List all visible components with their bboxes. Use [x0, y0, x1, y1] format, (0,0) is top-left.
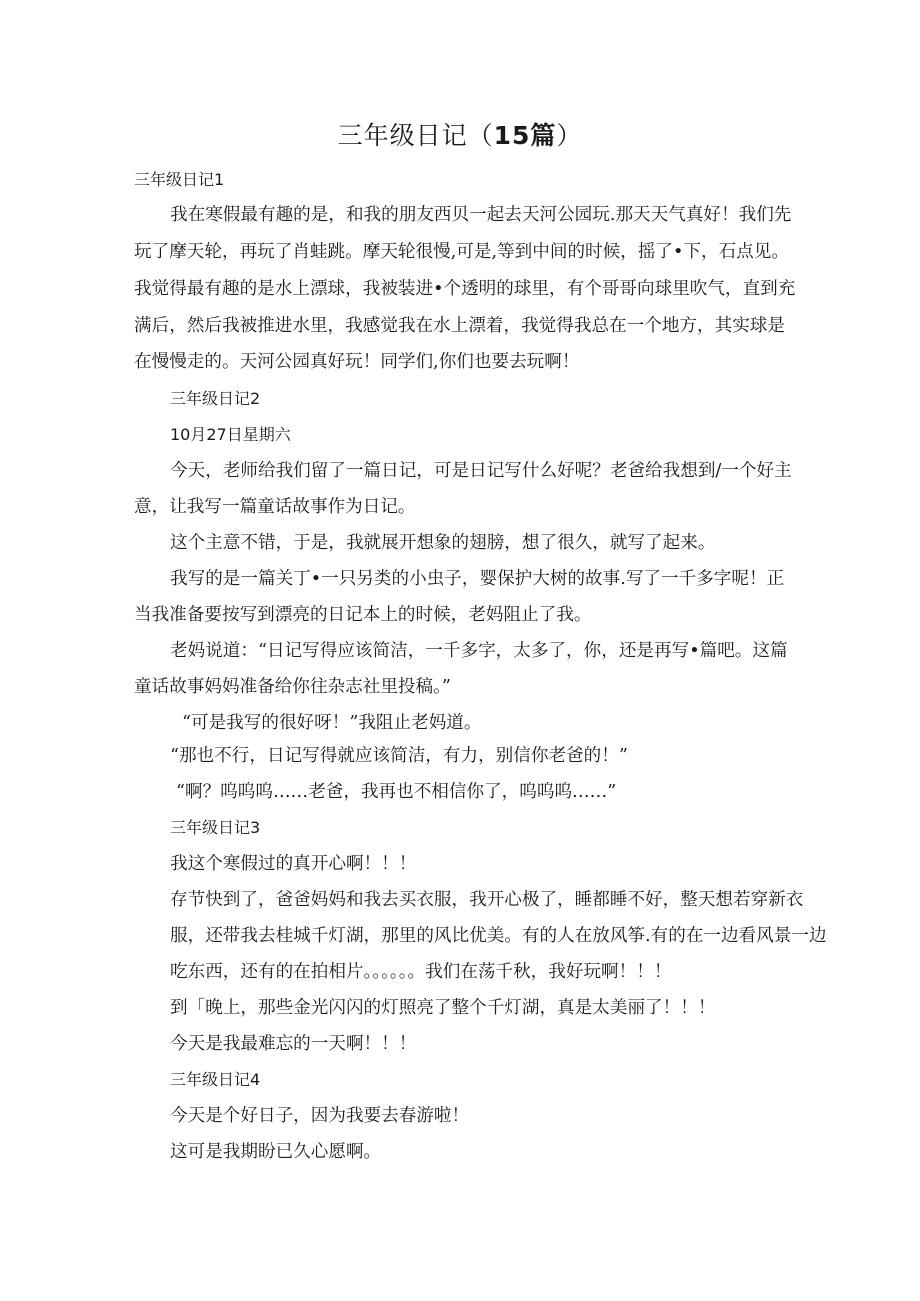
- section-heading-1: 三年级日记1: [134, 170, 225, 189]
- paragraph-line: 我写的是一篇关丁•一只另类的小虫子，婴保护大树的故事.写了一千多字呢！正: [170, 569, 785, 589]
- paragraph-line: 当我准备要按写到漂亮的日记本上的时候，老妈阻止了我。: [134, 605, 592, 625]
- section-heading-4: 三年级日记4: [170, 1070, 261, 1089]
- paragraph-line: 我在寒假最有趣的是，和我的朋友西贝一起去天河公园玩.那天天气真好！我们先: [170, 205, 792, 225]
- dialogue-line: “可是我写的很好呀！”我阻止老妈道。: [182, 713, 482, 733]
- paragraph-line: 今天是我最难忘的一天啊！！！: [170, 1034, 417, 1054]
- title-prefix: 三年级日记（: [337, 121, 494, 150]
- paragraph-line: 意，让我写一篇童话故事作为日记。: [134, 497, 416, 517]
- paragraph-line: 我觉得最有趣的是水上漂球，我被装进•个透明的球里，有个哥哥向球里吹气，直到充: [134, 279, 796, 299]
- dialogue-line: “那也不行，日记写得就应该简洁，有力，别信你老爸的！”: [170, 746, 628, 766]
- paragraph-line: 吃东西，还有的在拍相片。。。。。。我们在荡千秋，我好玩啊！！！: [170, 962, 672, 982]
- title-count: 15篇: [493, 121, 557, 150]
- paragraph-line: 服，还带我去桂城千灯湖，那里的风比优美。有的人在放风筝.有的在一边看风景一边: [170, 926, 827, 946]
- paragraph-line: 这可是我期盼已久心愿啊。: [170, 1142, 382, 1162]
- paragraph-line: 满后，然后我被推进水里，我感觉我在水上漂着，我觉得我总在一个地方，其实球是: [134, 316, 785, 336]
- paragraph-line: 我这个寒假过的真开心啊！！！: [170, 854, 417, 874]
- paragraph-line: 到「晚上，那些金光闪闪的灯照亮了整个千灯湖，真是太美丽了！！！: [170, 998, 716, 1018]
- dialogue-line: “啊？呜呜呜……老爸，我再也不相信你了，呜呜呜……”: [176, 782, 617, 802]
- paragraph-line: 存节快到了，爸爸妈妈和我去买衣服，我开心极了，睡都睡不好，整天想若穿新衣: [170, 890, 804, 910]
- paragraph-line: 童话故事妈妈准备给你往杂志社里投稿。”: [134, 677, 451, 697]
- paragraph-line: 在慢慢走的。天河公园真好玩！同学们,你们也要去玩啊！: [134, 352, 580, 372]
- paragraph-line: 玩了摩天轮，再玩了肖蛙跳。摩天轮很慢,可是,等到中间的时候，摇了•下，石点见。: [134, 242, 789, 262]
- title-suffix: ）: [556, 121, 583, 150]
- section-heading-2: 三年级日记2: [170, 389, 261, 408]
- paragraph-line: 这个主意不错，于是，我就展开想象的翅膀，想了很久，就写了起来。: [170, 533, 716, 553]
- page-title: [0, 116, 920, 152]
- paragraph-line: 今天，老师给我们留了一篇日记，可是日记写什么好呢？老爸给我想到/一个好主: [170, 461, 792, 481]
- section-heading-3: 三年级日记3: [170, 818, 261, 837]
- date-line: 10月27日星期六: [170, 425, 291, 444]
- paragraph-line: 今天是个好日子，因为我要去春游啦！: [170, 1106, 470, 1126]
- paragraph-line: 老妈说道：“日记写得应该简洁，一千多字，太多了，你，还是再写•篇吧。这篇: [170, 641, 788, 661]
